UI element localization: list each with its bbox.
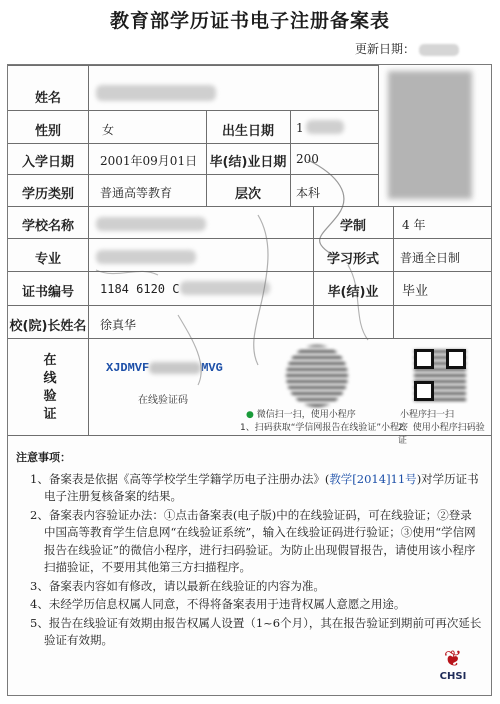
grad-status-value: 毕业 [402,284,429,299]
gender-label: 性别 [34,124,61,139]
chsi-logo: ❦ CHSI [430,649,476,682]
wechat-hint: ● 微信扫一扫，使用小程序 [246,410,356,420]
level-label: 层次 [234,187,261,202]
duration-label: 学制 [339,219,366,234]
update-date-redacted [419,44,459,56]
update-date [355,40,459,57]
code-caption: 在线验证码 [138,395,188,406]
president-value: 徐真华 [100,318,137,332]
online-verify-code[interactable]: XJDMVF MVG [106,361,223,375]
study-form-label: 学习形式 [326,252,379,267]
note-item-5: 5、报告在线验证有效期由报告权属人设置（1~6个月），其在报告验证到期前可再次延长验证有效期。 [30,615,482,647]
note-item-2: 2、备案表内容验证办法：①点击备案表(电子版)中的在线验证码，可在线验证；②登录中国高等教育学生信息网“在线验证系统”，输入在线验证码进行验证；③使用“学信网报告在线验证”的微信小程序，进行扫码验证。为防止出现假冒报告，请使用该小程序扫描验证，不要用其他第三方扫描程序。 [30,507,476,574]
category-label: 学历类别 [21,187,74,202]
president-label: 校(院)长姓名 [9,319,87,334]
note-item-4: 4、未经学历信息权属人同意，不得将备案表用于违背权属人意愿之用途。 [30,597,406,611]
step1-hint: 1、扫码获取“学信网报告在线验证”小程序 [240,423,409,433]
chsi-bird-icon: ❦ [443,647,463,672]
document-title: 教育部学历证书电子注册备案表 [109,10,390,32]
policy-link[interactable]: 教学[2014]11号 [329,471,417,486]
birth-label: 出生日期 [221,124,274,139]
level-value: 本科 [296,186,321,200]
handwriting-scribble [8,65,491,445]
grad-status-label: 毕(结)业 [327,285,379,300]
wechat-icon: ● [246,410,254,420]
gender-value: 女 [102,123,115,137]
birth-value: 1 [296,121,304,135]
notes-section [16,449,482,651]
graduate-label: 毕(结)业日期 [209,155,287,170]
record-table [7,64,492,696]
study-form-value: 普通全日制 [400,251,461,265]
enroll-label: 入学日期 [21,155,74,170]
step2-hint: 2、使用小程序扫码验证 [398,423,485,446]
category-value: 普通高等教育 [100,186,173,200]
notes-heading: 注意事项： [16,451,71,464]
mini-hint: 小程序扫一扫 [400,410,455,420]
verify-label: 在 线 验 证 [43,353,57,422]
note-item-1: 1、备案表是依据《高等学校学生学籍学历电子注册办法》(教学[2014]11号)对学历证书电子注册复核备案的结果。 [30,471,479,503]
cert-label: 证书编号 [21,285,74,300]
cert-value: 1184 6120 C [100,282,180,296]
graduate-value: 200 [296,152,319,166]
update-date-label: 更新日期： [355,42,416,56]
name-label: 姓名 [34,91,61,106]
school-label: 学校名称 [21,219,74,234]
enroll-value: 2001年09月01日 [100,154,198,168]
duration-value: 4 年 [402,218,426,232]
major-label: 专业 [34,252,61,267]
note-item-3: 3、备案表内容如有修改，请以最新在线验证的内容为准。 [30,578,325,593]
